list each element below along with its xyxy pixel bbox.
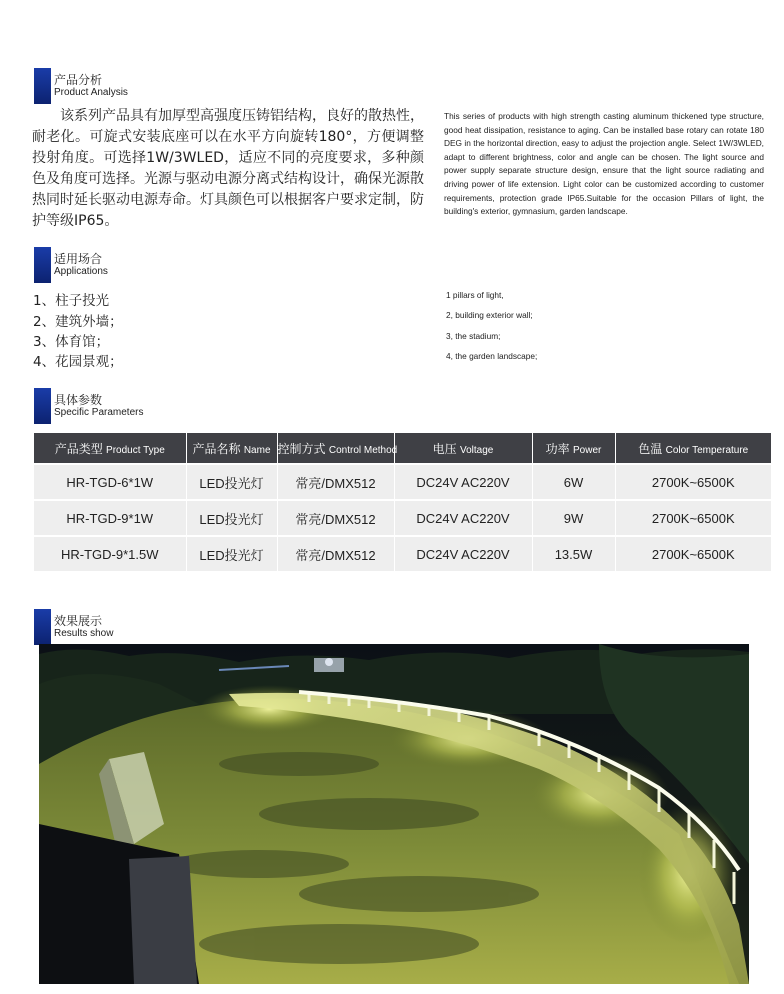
application-item-en: 1 pillars of light, [446,290,504,300]
product-analysis-text-en: This series of products with high strength casting aluminum thickened type structure, good heat dissipation, resistance to aging. Can be installed base rotary can rotate 180 DEG in the horizontal direction, easy to adjust the projection angle. Select 1W/3WLED, adapt to different brightness, color and angle can be chosen. The light source and power supply separate structure design, ensure that the light source radiating and driving power of life extension. Light color can be customized according to customer requirements, protection grade IP65.Suitable for the occasion Pillars of light, the building's exterior, gymnasium, garden landscape. [444,111,764,217]
application-item-en: 2, building exterior wall; [446,310,533,320]
cell-name: LED投光灯 [186,464,277,500]
application-item-cn: 1、柱子投光 [33,293,110,309]
column-header-product-type: 产品类型 Product Type [34,433,186,464]
cell-name: LED投光灯 [186,536,277,571]
cell-product-type: HR-TGD-6*1W [34,464,186,500]
section-title-en: Specific Parameters [54,407,144,418]
section-title-cn: 产品分析 [54,73,103,87]
application-item-cn: 2、建筑外墙； [33,314,123,330]
cell-power: 13.5W [532,536,615,571]
table-row [34,536,771,571]
section-marker-icon [34,68,51,104]
cell-product-type: HR-TGD-9*1.5W [34,536,186,571]
column-header-voltage: 电压 Voltage [394,433,532,464]
cell-color-temperature: 2700K~6500K [615,464,771,500]
spec-table [34,433,771,571]
cell-power: 9W [532,500,615,536]
column-header-control-method: 控制方式 Control Method [277,433,394,464]
table-header-row [34,433,771,464]
column-header-color-temperature: 色温 Color Temperature [615,433,771,464]
section-title-cn: 适用场合 [54,252,103,266]
column-header-name: 产品名称 Name [186,433,277,464]
application-item-cn: 4、花园景观； [33,354,123,370]
cell-name: LED投光灯 [186,500,277,536]
cell-color-temperature: 2700K~6500K [615,536,771,571]
table-row [34,464,771,500]
cell-voltage: DC24V AC220V [394,500,532,536]
section-marker-icon [34,388,51,424]
application-item-en: 4, the garden landscape; [446,351,538,361]
cell-control-method: 常亮/DMX512 [277,464,394,500]
section-marker-icon [34,609,51,645]
application-item-cn: 3、体育馆； [33,334,110,350]
product-analysis-text-cn: 该系列产品具有加厚型高强度压铸铝结构，良好的散热性，耐老化。可旋式安装底座可以在水平方向旋转180°，方便调整投射角度。可选择1W/3WLED，适应不同的亮度要求，多种颜色及角度可选择。光源与驱动电源分离式结构设计，确保光源散热同时延长驱动电源寿命。灯具颜色可以根据客户要求定制，防护等级IP65。 [32,108,424,229]
section-title-cn: 具体参数 [54,393,103,407]
section-marker-icon [34,247,51,283]
cell-control-method: 常亮/DMX512 [277,500,394,536]
section-title-en: Applications [54,266,108,277]
column-header-power: 功率 Power [532,433,615,464]
cell-power: 6W [532,464,615,500]
cell-voltage: DC24V AC220V [394,464,532,500]
cell-voltage: DC24V AC220V [394,536,532,571]
cell-product-type: HR-TGD-9*1W [34,500,186,536]
section-title-cn: 效果展示 [54,614,103,628]
cell-color-temperature: 2700K~6500K [615,500,771,536]
section-title-en: Results show [54,628,114,639]
table-row [34,500,771,536]
application-item-en: 3, the stadium; [446,331,501,341]
section-title-en: Product Analysis [54,87,128,98]
cell-control-method: 常亮/DMX512 [277,536,394,571]
results-photo [39,644,749,984]
